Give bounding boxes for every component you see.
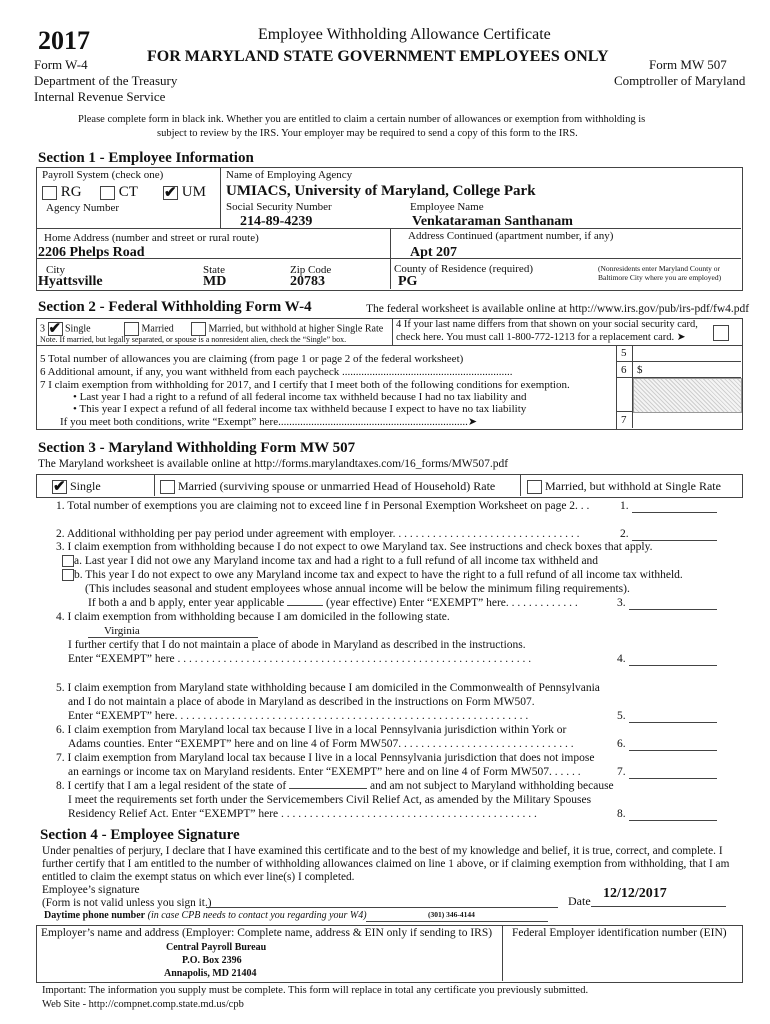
phone-note: (in case CPB needs to contact you regarding your W4) bbox=[147, 910, 367, 921]
mw507-line7-number: 7. bbox=[617, 766, 626, 778]
date-label: Date bbox=[568, 894, 591, 908]
payroll-system-label: Payroll System (check one) bbox=[42, 169, 164, 181]
mw507-state-value: Virginia bbox=[104, 625, 140, 637]
comptroller-label: Comptroller of Maryland bbox=[614, 73, 746, 88]
mw507-single-option[interactable] bbox=[52, 479, 101, 494]
website-link[interactable]: Web Site - http://compnet.comp.state.md.us/cpb bbox=[42, 999, 244, 1010]
w4-note: Note. If married, but legally separated, or spouse is a nonresident alien, check the “Single” box. bbox=[40, 335, 347, 344]
mw507-line3d-label-b: (year effective) Enter “EXEMPT” here. . . . . . . . . . . . . bbox=[326, 597, 578, 609]
section4-title: Section 4 - Employee Signature bbox=[40, 827, 240, 843]
line4-text-b-label: check here. You must call 1-800-772-1213 for a replacement card. bbox=[396, 332, 675, 343]
mw507-line8b: I meet the requirements set forth under the Servicemembers Civil Relief Act, as amended by the Military Spouses bbox=[68, 794, 592, 806]
mw507-resident-state-field[interactable] bbox=[289, 788, 367, 789]
perjury-text-2: further certify that I am entitled to the number of withholding allowances claimed on line 1 above, or if claiming exemption from withholding, that I am bbox=[42, 858, 730, 870]
mw507-line3b-checkbox[interactable] bbox=[62, 569, 74, 581]
w4-exempt-line bbox=[60, 415, 477, 428]
zip-label: Zip Code bbox=[290, 264, 332, 276]
mw507-married-single-label: Married, but withhold at Single Rate bbox=[545, 479, 721, 493]
w4-bullet-1: • Last year I had a right to a refund of all federal income tax withheld because I had no tax liability and bbox=[73, 391, 527, 403]
mw507-single-label: Single bbox=[70, 479, 101, 493]
federal-worksheet-link[interactable]: The federal worksheet is available online at http://www.irs.gov/pub/irs-pdf/fw4.pdf bbox=[366, 303, 750, 315]
home-address-field[interactable]: 2206 Phelps Road bbox=[38, 245, 145, 260]
w4-line6: 6 Additional amount, if any, you want withheld from each paycheck .............................................................. bbox=[40, 366, 513, 378]
w4-married-higher-checkbox[interactable] bbox=[191, 322, 206, 336]
mw507-line3-number: 3. bbox=[617, 597, 626, 609]
department-label: Department of the Treasury bbox=[34, 73, 178, 88]
mw507-married-checkbox[interactable] bbox=[160, 480, 175, 494]
w4-shaded-area bbox=[633, 378, 742, 413]
form-title: Employee Withholding Allowance Certificate bbox=[258, 26, 551, 43]
zip-field[interactable]: 20783 bbox=[290, 274, 325, 289]
mw507-line1: 1. Total number of exemptions you are claiming not to exceed line f in Personal Exemption Worksheet on page 2. . . bbox=[56, 500, 590, 512]
mw507-line8c: Residency Relief Act. Enter “EXEMPT” here . . . . . . . . . . . . . . . . . . . . . . . . . . . . . . . . . . . . . . . . . . . . . bbox=[68, 808, 537, 820]
mw507-line7a: 7. I claim exemption from Maryland local tax because I live in a local Pennsylvania jurisdiction that does not impose bbox=[56, 752, 595, 764]
payroll-rg-option[interactable] bbox=[42, 184, 82, 201]
irs-label: Internal Revenue Service bbox=[34, 89, 166, 104]
employer-address-1: P.O. Box 2396 bbox=[182, 955, 242, 966]
mw507-married-option[interactable] bbox=[160, 479, 495, 494]
agency-name-field[interactable]: UMIACS, University of Maryland, College Park bbox=[226, 183, 536, 199]
line4-text-a: 4 If your last name differs from that shown on your social security card, bbox=[396, 319, 698, 330]
w4-married-higher-label: Married, but withhold at higher Single Rate bbox=[208, 323, 384, 335]
mw507-line3d-label-a: If both a and b apply, enter year applicable bbox=[88, 597, 285, 609]
county-field[interactable]: PG bbox=[398, 274, 418, 289]
box7-label: 7 bbox=[621, 414, 627, 426]
mw507-line3b-label: b. This year I do not expect to owe any Maryland income tax and expect to have the right to a full refund of all income tax withheld. bbox=[74, 569, 683, 581]
mw507-line4c: Enter “EXEMPT” here . . . . . . . . . . . . . . . . . . . . . . . . . . . . . . . . . . . . . . . . . . . . . . . . . . . . . . . . . . . . . . bbox=[68, 653, 532, 665]
mw507-line3d bbox=[88, 597, 578, 609]
address-continued-label: Address Continued (apartment number, if any) bbox=[408, 230, 614, 242]
payroll-um-option[interactable] bbox=[163, 184, 206, 201]
home-address-label: Home Address (number and street or rural route) bbox=[44, 232, 259, 244]
county-note-2: Baltimore City where you are employed) bbox=[598, 273, 722, 282]
mw507-line3-field[interactable] bbox=[629, 609, 717, 610]
phone-field[interactable] bbox=[366, 921, 548, 922]
payroll-um-label: UM bbox=[181, 184, 206, 200]
mw507-line3b bbox=[62, 569, 683, 581]
mw507-single-checkbox[interactable] bbox=[52, 480, 67, 494]
mw507-line2-number: 2. bbox=[620, 528, 629, 540]
signature-note: (Form is not valid unless you sign it.) bbox=[42, 897, 212, 909]
w4-married-higher-option[interactable] bbox=[191, 322, 383, 336]
w4-married-checkbox[interactable] bbox=[124, 322, 139, 336]
mw507-line3a-label: a. Last year I did not owe any Maryland income tax and had a right to a full refund of all income tax withheld and bbox=[74, 555, 599, 567]
mw507-married-single-option[interactable] bbox=[527, 479, 721, 494]
mw507-line8-number: 8. bbox=[617, 808, 626, 820]
mw507-line1-field[interactable] bbox=[632, 512, 717, 513]
w4-line5: 5 Total number of allowances you are claiming (from page 1 or page 2 of the federal worksheet) bbox=[40, 353, 464, 365]
mw507-line7b: an earnings or income tax on Maryland residents. Enter “EXEMPT” here and on line 4 of Form MW507. . . . . . bbox=[68, 766, 581, 778]
ssn-label: Social Security Number bbox=[226, 201, 332, 213]
form-subtitle: FOR MARYLAND STATE GOVERNMENT EMPLOYEES ONLY bbox=[147, 48, 609, 65]
maryland-worksheet-link[interactable]: The Maryland worksheet is available online at http://forms.marylandtaxes.com/16_forms/MW507.pdf bbox=[38, 458, 509, 470]
employer-label: Employer’s name and address (Employer: Complete name, address & EIN only if sending to IRS) bbox=[41, 927, 493, 939]
mw507-line5-number: 5. bbox=[617, 710, 626, 722]
mw507-line4: 4. I claim exemption from withholding because I am domiciled in the following state. bbox=[56, 611, 450, 623]
mw507-line5c: Enter “EXEMPT” here. . . . . . . . . . . . . . . . . . . . . . . . . . . . . . . . . . . . . . . . . . . . . . . . . . . . . . . . . . . . . . bbox=[68, 710, 529, 722]
form-mw507-label: Form MW 507 bbox=[649, 57, 727, 72]
mw507-line8a bbox=[56, 780, 614, 792]
phone-value: (301) 346-4144 bbox=[428, 910, 475, 919]
check-mark-icon: ✔ bbox=[48, 321, 62, 337]
mw507-line4b: I further certify that I do not maintain a place of abode in Maryland as described in the instructions. bbox=[68, 639, 526, 651]
check-mark-icon: ✔ bbox=[164, 184, 177, 201]
mw507-line1-number: 1. bbox=[620, 500, 629, 512]
mw507-line6-field[interactable] bbox=[629, 750, 717, 751]
w4-allowances-field[interactable] bbox=[633, 346, 740, 361]
payroll-ct-option[interactable] bbox=[100, 184, 138, 201]
mw507-state-field[interactable] bbox=[88, 637, 258, 638]
dollar-sign: $ bbox=[637, 364, 643, 376]
box6-label: 6 bbox=[621, 364, 627, 376]
perjury-text-3: entitled to claim the exempt status on which ever line(s) I completed. bbox=[42, 871, 355, 883]
employer-address-2: Annapolis, MD 21404 bbox=[164, 968, 257, 979]
mw507-line4-number: 4. bbox=[617, 653, 626, 665]
arrow-icon: ➤ bbox=[676, 332, 686, 343]
w4-line7: 7 I claim exemption from withholding for 2017, and I certify that I meet both of the following conditions for exemption. bbox=[40, 379, 570, 391]
mw507-line3a-checkbox[interactable] bbox=[62, 555, 74, 567]
mw507-line2: 2. Additional withholding per pay period under agreement with employer. . . . . . . . . . . . . . . . . . . . . . . . . . . . . . . . . bbox=[56, 528, 580, 540]
form-year: 2017 bbox=[38, 26, 90, 55]
w4-married-option[interactable] bbox=[124, 322, 174, 336]
mw507-line8a-label: 8. I certify that I am a legal resident of the state of bbox=[56, 780, 287, 792]
employer-name: Central Payroll Bureau bbox=[166, 942, 267, 953]
mw507-line6-number: 6. bbox=[617, 738, 626, 750]
mw507-line6b: Adams counties. Enter “EXEMPT” here and on line 4 of Form MW507. . . . . . . . . . . . . . . . . . . . . . . . . . . . . . . bbox=[68, 738, 574, 750]
section1-title: Section 1 - Employee Information bbox=[38, 150, 254, 166]
state-field[interactable]: MD bbox=[203, 274, 227, 289]
ssn-field[interactable]: 214-89-4239 bbox=[240, 214, 313, 229]
mw507-line3a bbox=[62, 555, 598, 567]
mw507-married-single-checkbox[interactable] bbox=[527, 480, 542, 494]
w4-single-checkbox[interactable] bbox=[48, 322, 63, 336]
mw507-line5a: 5. I claim exemption from Maryland state withholding because I am domiciled in the Commonwealth of Pennsylvania bbox=[56, 682, 600, 694]
payroll-ct-checkbox[interactable] bbox=[100, 186, 115, 200]
signature-field[interactable] bbox=[206, 907, 558, 908]
employee-name-field[interactable]: Venkataraman Santhanam bbox=[412, 214, 573, 229]
phone-label-group bbox=[44, 910, 367, 921]
instructions-line-1: Please complete form in black ink. Whether you are entitled to claim a certain number of allowances or exemption from withholding is bbox=[78, 114, 646, 125]
payroll-ct-label: CT bbox=[118, 184, 138, 200]
mw507-line8a2-label: and am not subject to Maryland withholding because bbox=[369, 780, 614, 792]
name-differs-checkbox[interactable] bbox=[713, 325, 729, 341]
mw507-line3c: (This includes seasonal and student employees whose annual income will be below the minimum filing requirements). bbox=[85, 583, 630, 595]
form-w4-label: Form W-4 bbox=[34, 57, 88, 72]
section2-title: Section 2 - Federal Withholding Form W-4 bbox=[38, 299, 312, 315]
ein-label: Federal Employer identification number (EIN) bbox=[512, 927, 727, 939]
mw507-year-field[interactable] bbox=[287, 605, 323, 606]
mw507-line5b: and I do not maintain a place of abode in Maryland as described in the instructions on Form MW507. bbox=[68, 696, 535, 708]
mw507-line4-field[interactable] bbox=[629, 665, 717, 666]
mw507-married-label: Married (surviving spouse or unmarried Head of Household) Rate bbox=[178, 479, 496, 493]
line3-option-group bbox=[40, 322, 91, 336]
section3-title: Section 3 - Maryland Withholding Form MW 507 bbox=[38, 440, 356, 456]
signature-label: Employee’s signature bbox=[42, 884, 140, 896]
county-note-1: (Nonresidents enter Maryland County or bbox=[598, 264, 721, 273]
line3-number: 3 bbox=[40, 323, 45, 335]
mw507-line7-field[interactable] bbox=[629, 778, 717, 779]
payroll-um-checkbox[interactable] bbox=[163, 186, 178, 200]
w4-exempt-field[interactable] bbox=[633, 412, 740, 427]
mw507-line3: 3. I claim exemption from withholding because I do not expect to owe Maryland tax. See instructions and check boxes that apply. bbox=[56, 541, 653, 553]
instructions-line-2: subject to review by the IRS. Your employer may be required to send a copy of this form to the IRS. bbox=[157, 128, 578, 139]
w4-additional-amount-field[interactable] bbox=[645, 362, 740, 377]
mw507-line8-field[interactable] bbox=[629, 820, 717, 821]
w4-married-label: Married bbox=[141, 323, 174, 335]
phone-label: Daytime phone number bbox=[44, 910, 146, 921]
perjury-text-1: Under penalties of perjury, I declare that I have examined this certificate and to the best of my knowledge and belief, it is true, correct, and complete. I bbox=[42, 845, 723, 857]
date-field[interactable]: 12/12/2017 bbox=[603, 886, 667, 901]
county-label: County of Residence (required) bbox=[394, 263, 533, 275]
important-note: Important: The information you supply must be complete. This form will replace in total any certificate you previously submitted. bbox=[42, 985, 589, 996]
line4-text-b bbox=[396, 331, 686, 343]
mw507-line5-field[interactable] bbox=[629, 722, 717, 723]
payroll-rg-label: RG bbox=[60, 184, 82, 200]
check-mark-icon: ✔ bbox=[53, 479, 66, 496]
city-field[interactable]: Hyattsville bbox=[38, 274, 103, 289]
agency-name-label: Name of Employing Agency bbox=[226, 169, 353, 181]
address-continued-field[interactable]: Apt 207 bbox=[410, 245, 458, 260]
mw507-line6a: 6. I claim exemption from Maryland local tax because I live in a local Pennsylvania jurisdiction within York or bbox=[56, 724, 567, 736]
w4-single-label: Single bbox=[65, 323, 91, 335]
state-label: State bbox=[203, 264, 225, 276]
city-label: City bbox=[46, 264, 65, 276]
employee-name-label: Employee Name bbox=[410, 201, 484, 213]
payroll-rg-checkbox[interactable] bbox=[42, 186, 57, 200]
w4-exempt-label: If you meet both conditions, write “Exempt” here..................................................................... bbox=[60, 416, 468, 428]
box5-label: 5 bbox=[621, 347, 627, 359]
agency-number-label: Agency Number bbox=[46, 202, 120, 214]
arrow-icon: ➤ bbox=[467, 416, 478, 428]
w4-bullet-2: • This year I expect a refund of all federal income tax withheld because I expect to have no tax liability bbox=[73, 403, 527, 415]
